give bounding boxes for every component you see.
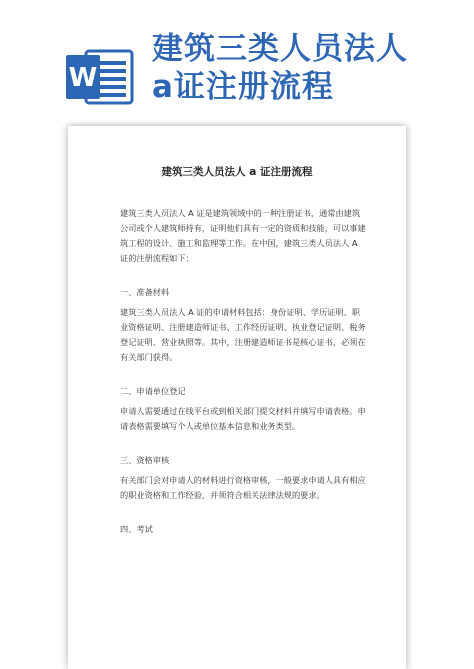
section-body: 有关部门会对申请人的材料进行资格审核，一般要求申请人具有相应的职业资格和工作经验，并须符合相关法律法规的要求。 [120,475,366,500]
section-body: 申请人需要通过在线平台或到相关部门提交材料并填写申请表格。申请表格需要填写个人或单位基本信息和业务类型。 [120,406,366,431]
word-doc-icon [66,48,134,106]
header-title [152,30,462,106]
section-1 [120,285,366,365]
document-page [68,126,406,669]
section-4 [120,522,366,537]
svg-text:W: W [68,63,98,93]
section-heading: 三、资格审核 [120,455,170,465]
section-body: 建筑三类人员法人 A 证的申请材料包括：身份证明、学历证明、职业资格证明、注册建造师证书、工作经历证明、执业登记证明、税务登记证明、营业执照等。其中，注册建造师证书是核心证书，必须在有关部门获得。 [120,307,366,362]
intro-paragraph: 建筑三类人员法人 A 证是建筑领域中的一种注册证书，通常由建筑公司或个人建筑师持有，证明他们具有一定的资质和技能，可以事建筑工程的设计、施工和监理等工作。在中国，建筑三类人员法人 A 证的注册流程如下： [120,208,366,263]
header-title-line1: 建筑三类人员法人 [152,31,408,67]
section-heading: 四、考试 [120,524,153,534]
header-banner [0,0,474,118]
document-title: 建筑三类人员法人 a 证注册流程 [161,166,313,178]
section-2 [120,384,366,434]
header-title-line2: a证注册流程 [152,69,334,105]
document-body [120,206,366,542]
section-3 [120,453,366,503]
section-heading: 一、准备材料 [120,287,170,297]
section-heading: 二、申请单位登记 [120,386,186,396]
